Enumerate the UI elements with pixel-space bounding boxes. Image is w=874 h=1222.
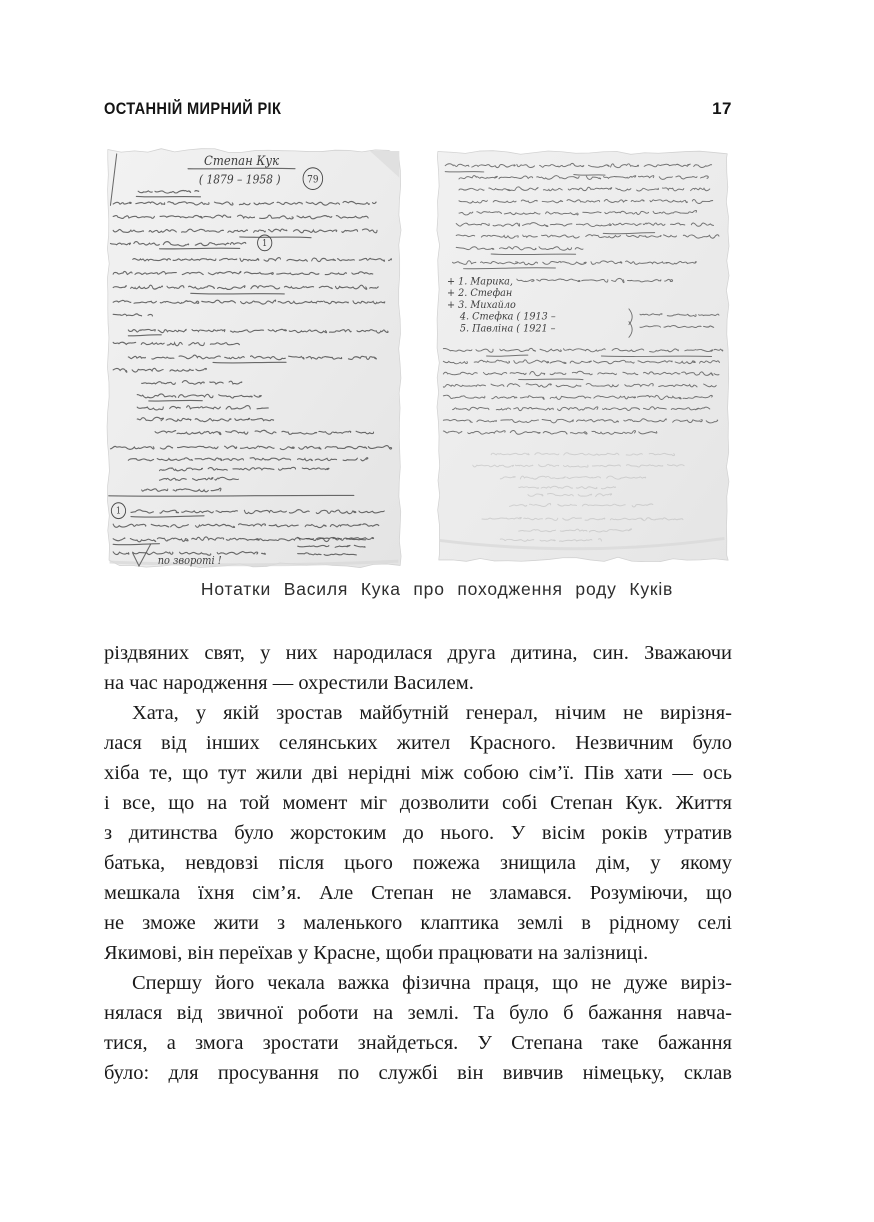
child-list-item-1: + 1. Марика, xyxy=(447,276,513,288)
text-line: різдвяних свят, у них народилася друга дитина, син. Зважаючи xyxy=(104,642,732,664)
page-header xyxy=(104,99,732,121)
text-line: нялася від звичної роботи на землі. Та було б бажання навча- xyxy=(104,1002,732,1024)
text-line: тися, а змога зростати знайдеться. У Степана таке бажання xyxy=(104,1032,732,1054)
body-text xyxy=(104,638,732,1088)
paragraph xyxy=(104,698,732,968)
page-number: 17 xyxy=(712,99,732,118)
footnote-marker: 1 xyxy=(262,237,268,248)
manuscript-scan-left xyxy=(106,148,402,568)
text-line: з дитинства було жорстоким до нього. У вісім років утратив xyxy=(104,822,732,844)
child-list-item-2: + 2. Стефан xyxy=(447,287,513,300)
running-title: ОСТАННІЙ МИРНИЙ РІК xyxy=(104,99,282,118)
text-line: мешкала їхня сім’я. Але Степан не зламався. Розуміючи, що xyxy=(104,882,732,904)
text-line: Якимові, він переїхав у Красне, щоби працювати на залізниці. xyxy=(104,942,649,964)
text-line: батька, невдовзі після цього пожежа знищила дім, у якому xyxy=(104,852,732,874)
figure-caption: Нотатки Василя Кука про походження роду Куків xyxy=(200,579,674,599)
child-list-item-5: 5. Павліна ( 1921 – xyxy=(459,323,556,335)
text-line: не зможе жити з маленького клаптика землі в рідному селі xyxy=(104,912,732,934)
child-list-item-4: 4. Стефка ( 1913 – xyxy=(459,311,556,323)
text-line: і все, що на той момент міг дозволити собі Степан Кук. Життя xyxy=(104,792,732,814)
paragraph xyxy=(104,638,732,698)
bottom-note: по звороті ! xyxy=(157,554,222,568)
text-line: Спершу його чекала важка фізична праця, що не дуже виріз- xyxy=(132,972,732,994)
text-line: лася від інших селянських жител Красного. Незвичним було xyxy=(104,732,732,754)
manuscript-years: ( 1879 – 1958 ) xyxy=(198,173,281,187)
text-line: було: для просування по службі він вивчив німецьку, склав xyxy=(104,1062,732,1084)
paragraph xyxy=(104,968,732,1088)
text-line: на час народження — охрестили Василем. xyxy=(104,672,474,694)
text-line: хіба те, що тут жили дві нерідні між собою сім’ї. Пів хати — ось xyxy=(104,762,732,784)
child-list-item-3: + 3. Михайло xyxy=(447,299,516,312)
age-badge: 79 xyxy=(307,174,319,186)
text-line: Хата, у якій зростав майбутній генерал, нічим не вирізня- xyxy=(132,702,732,724)
footnote-marker-2: 1 xyxy=(115,505,122,516)
manuscript-scan-right xyxy=(436,150,730,562)
manuscript-title: Степан Кук xyxy=(204,153,279,168)
